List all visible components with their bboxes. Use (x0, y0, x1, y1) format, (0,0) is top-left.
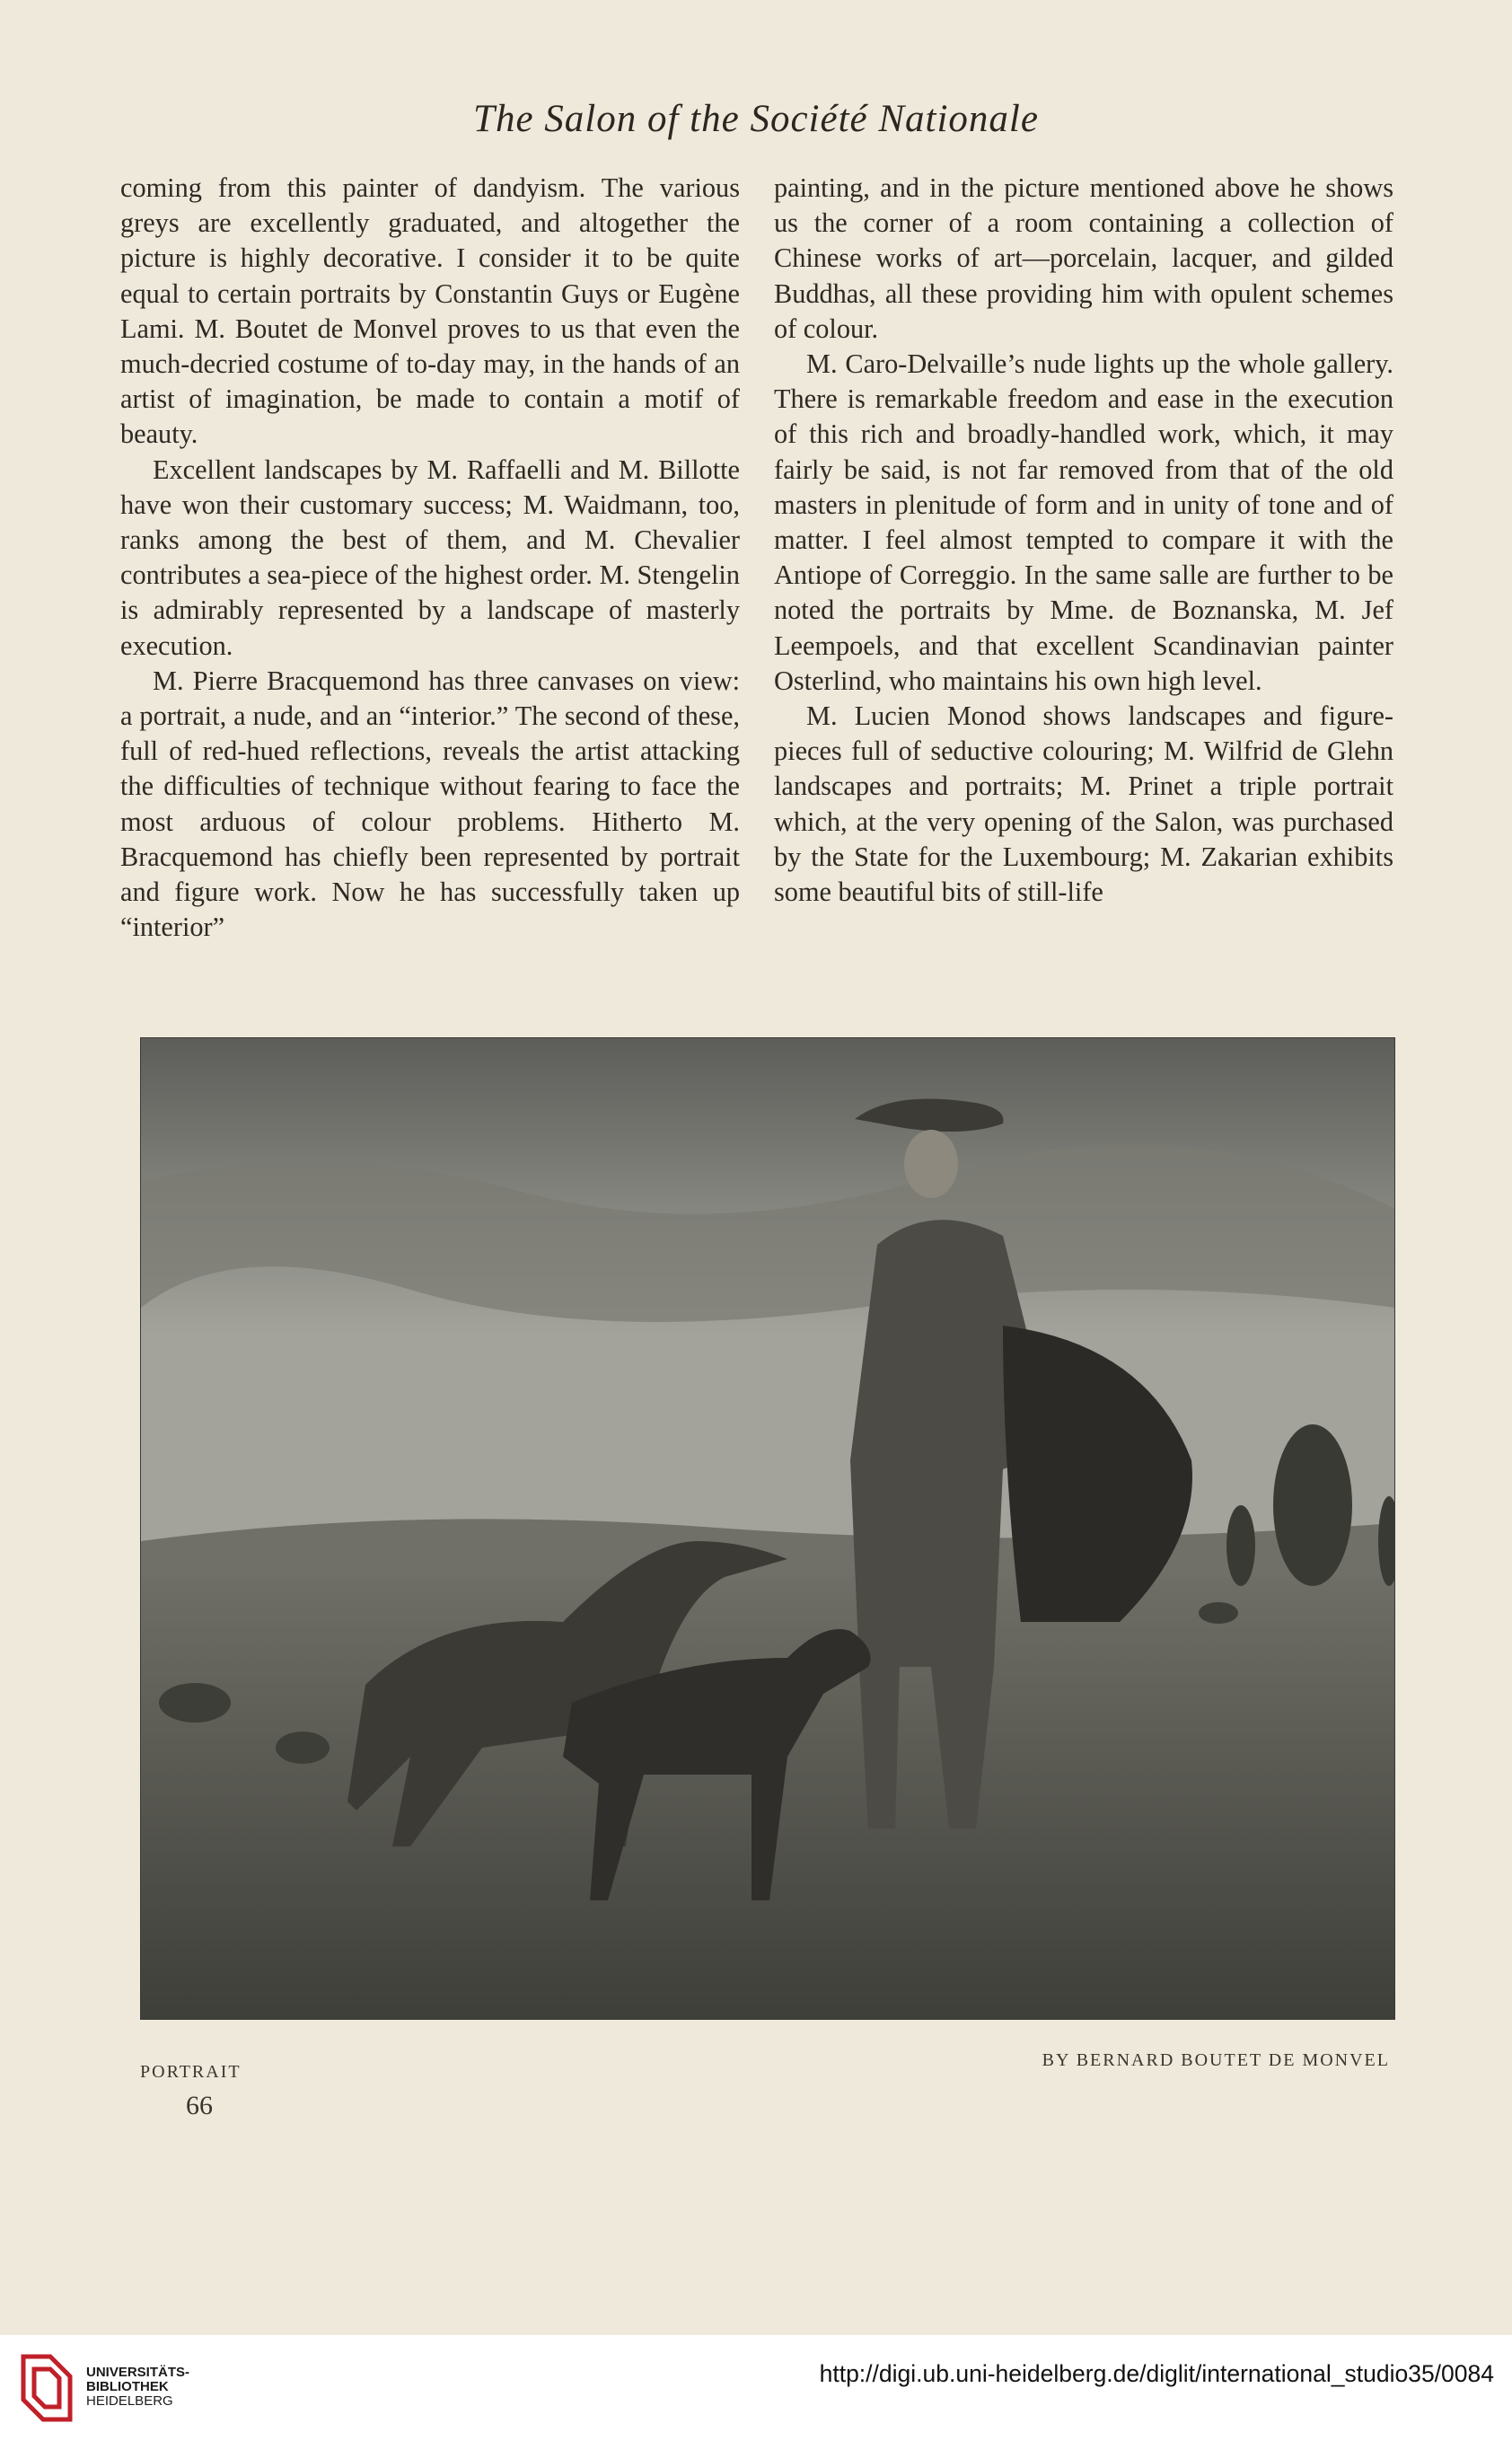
paragraph: coming from this painter of dandyism. The various greys are excellently graduated, and altogether the picture is highly decorative. I consider it to be quite equal to certain portraits by Constantin Guys or Eugène Lami. M. Boutet de Monvel proves to us that even the much-decried costume of to-day may, in the hands of an artist of imagination, be made to contain a motif of beauty. (120, 172, 740, 450)
library-name-line: HEIDELBERG (86, 2393, 173, 2409)
library-name (86, 2366, 189, 2409)
digitization-footer (0, 2335, 1512, 2441)
text-column-left (120, 171, 740, 945)
paragraph: M. Caro-Delvaille’s nude lights up the whole gallery. There is remarkable freedom and ease in the execution of this rich and broadly-handled work, which, it may fairly be said, is not far removed from that of the old masters in plenitude of form and in unity of tone and of matter. I feel almost tempted to compare it with the Antiope of Correggio. In the same salle are further to be noted the portraits by Mme. de Boznanska, M. Jef Leempoels, and that excellent Scandinavian painter Osterlind, who maintains his own high level. (774, 348, 1393, 696)
library-name-line: BIBLIOTHEK (86, 2379, 169, 2394)
portrait-illustration (141, 1038, 1394, 2019)
portrait-plate (140, 1037, 1395, 2020)
page-number: 66 (186, 2091, 213, 2120)
paragraph: M. Pierre Bracquemond has three canvases on view: a portrait, a nude, and an “interior.” The second of these, full of red-hued reflections, reveals the artist attacking the difficulties of technique without fearing to face the most arduous of colour problems. Hitherto M. Bracquemond has chiefly been represented by portrait and figure work. Now he has successfully taken up “interior” (120, 665, 740, 943)
caption-title: PORTRAIT (140, 2062, 242, 2082)
text-column-right (774, 171, 1393, 910)
paragraph: Excellent landscapes by M. Raffaelli and M. Billotte have won their customary success; M. Waidmann, too, ranks among the best of them, and M. Chevalier contributes a sea-piece of the highest order. M. Stengelin is admirably represented by a landscape of masterly execution. (120, 454, 740, 661)
caption-credit: BY BERNARD BOUTET DE MONVEL (1042, 2050, 1390, 2070)
source-url-link[interactable]: http://digi.ub.uni-heidelberg.de/diglit/international_studio35/0084 (819, 2360, 1494, 2387)
paragraph: painting, and in the picture mentioned above he shows us the corner of a room containing a collection of Chinese works of art—porcelain, lacquer, and gilded Buddhas, all these providing him with opulent schemes of colour. (774, 172, 1393, 344)
paragraph: M. Lucien Monod shows landscapes and figure-pieces full of seductive colouring; M. Wilfrid de Glehn landscapes and portraits; M. Prinet a triple portrait which, at the very opening of the Salon, was purchased by the State for the Luxembourg; M. Zakarian exhibits some beautiful bits of still-life (774, 701, 1393, 908)
library-logo-icon (14, 2348, 79, 2427)
library-name-line: UNIVERSITÄTS- (86, 2365, 190, 2380)
running-head: The Salon of the Société Nationale (473, 98, 1039, 140)
